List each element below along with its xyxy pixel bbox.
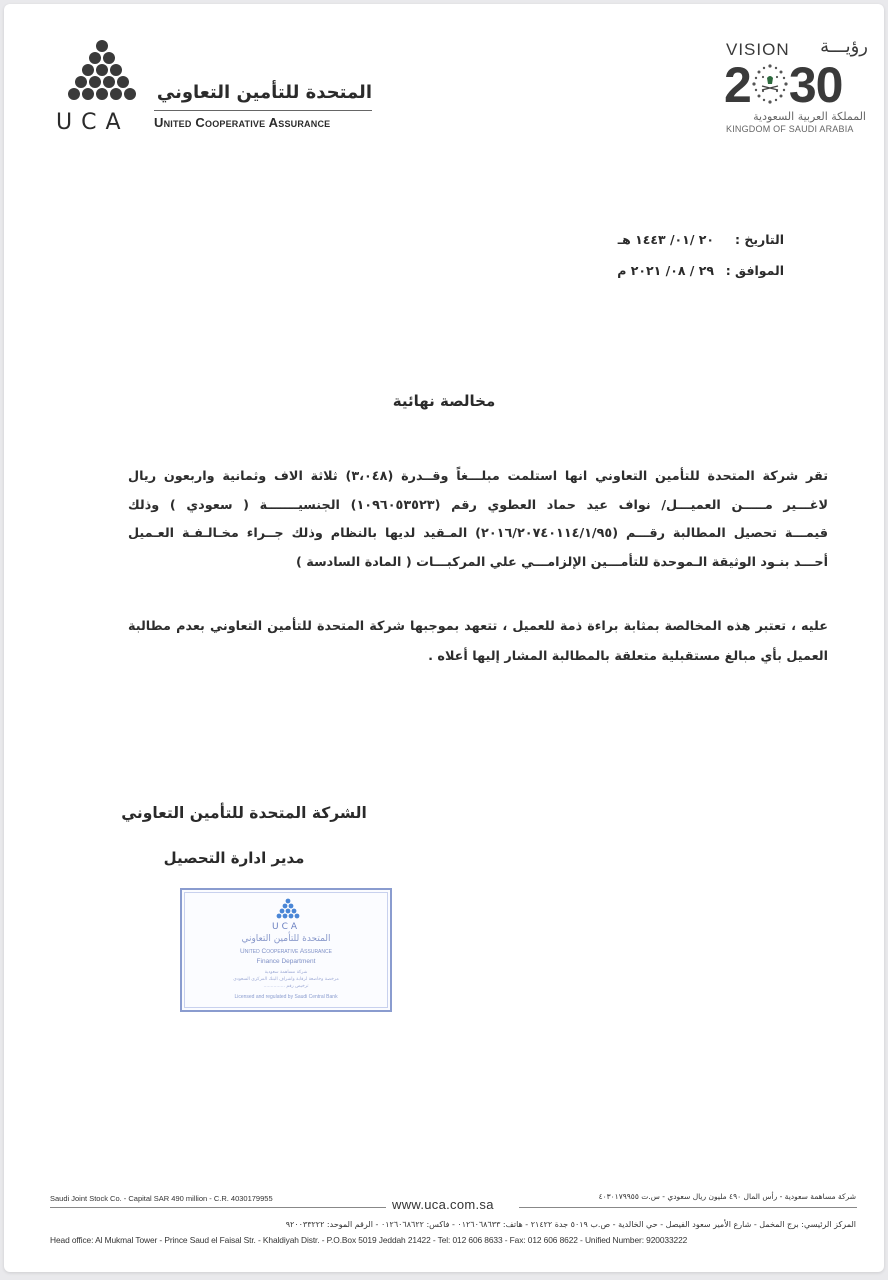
paragraph-line: العميل بأي مبالغ مستقبلية متعلقة بالمطالبة المشار إليها أعلاه .	[428, 649, 828, 664]
stamp-small-line: ترخيص رقم ...............	[263, 984, 309, 989]
stamp-letters: UCA	[271, 922, 301, 932]
gregorian-date-row	[617, 263, 784, 278]
signature-position: مدير ادارة التحصيل	[163, 849, 305, 867]
footer-divider-left	[50, 1207, 386, 1208]
vision-country-english: KINGDOM OF SAUDI ARABIA	[726, 124, 854, 134]
vision-label-arabic: رؤيـــة	[820, 36, 868, 57]
hijri-date-row	[618, 232, 784, 247]
hijri-date-label: التاريخ :	[734, 232, 784, 247]
stamp-department: Finance Department	[256, 958, 316, 965]
uca-diamond-pyramid-icon	[62, 38, 142, 108]
stamp-name-arabic: المتحدة للتأمين التعاوني	[241, 934, 331, 944]
stamp-name-english: United Cooperative Assurance	[240, 948, 332, 955]
company-stamp	[180, 888, 392, 1012]
footer-website-link[interactable]: www.uca.com.sa	[392, 1197, 494, 1212]
paragraph-line: عليه ، تعتبر هذه المخالصة بمثابة براءة ذمة للعميل ، تتعهد بموجبها شركة المتحدة للتأمين التعاوني بعدم مطالبة	[128, 619, 828, 634]
paragraph-receipt	[128, 463, 828, 577]
gregorian-date-value: ٢٩ / ٠٨/ ٢٠٢١ م	[617, 263, 714, 278]
footer-legal-english: Saudi Joint Stock Co. - Capital SAR 490 million - C.R. 4030179955	[50, 1194, 273, 1203]
saudi-emblem-icon	[750, 62, 790, 106]
footer-legal-arabic: شركة مساهمة سعودية - رأس المال ٤٩٠ مليون ريال سعودي - س.ت ٤٠٣٠١٧٩٩٥٥	[598, 1192, 856, 1201]
stamp-small-line: مرخصة وخاضعة لرقابة واشراف البنك المركزي السعودي	[233, 977, 339, 982]
stamp-pyramid-icon	[274, 898, 302, 922]
stamp-footer: Licensed and regulated by Saudi Central Bank	[234, 994, 338, 1000]
vision-year-right: 30	[788, 57, 843, 113]
paragraph-line: قيمـــة تحصيل المطالبة رقـــم (٢٠١٦/٢٠٧٤٠١١٤/١/٩٥) المـقيد لديها بالنظام وذلك جــراء مخـالـفـة العـميل	[128, 526, 828, 541]
footer-address-english: Head office: Al Mukmal Tower - Prince Saud el Faisal Str. - Khaldiyah Distr. - P.O.Box 5019 Jeddah 21422 - Tel: 012 606 8633 - Fax: 012 606 8622 - Unified Number: 920033222	[50, 1235, 688, 1245]
company-logo	[54, 38, 384, 138]
document-page	[4, 4, 884, 1272]
paragraph-clearance	[128, 612, 828, 672]
vision-year-left: 2	[724, 57, 751, 113]
logo-letters: UCA	[56, 110, 130, 135]
document-title: مخالصة نهائية	[392, 392, 496, 410]
paragraph-line: لاغـــير مـــــن العميـــل/ نواف عيد حماد العطوي رقم (١٠٩٦٠٥٣٥٢٣) الجنسيـــــــة ( سعودي ) وذلك	[128, 497, 828, 513]
signature-company: الشركة المتحدة للتأمين التعاوني	[121, 804, 367, 822]
paragraph-line: تقر شركة المتحدة للتأمين التعاوني انها استلمت مبلـــغاً وقــدرة (٣،٠٤٨) ثلاثة الاف وثمانية واربعون ريال	[128, 469, 828, 484]
paragraph-line: أحـــد بنـود الوثيقة الـموحدة للتأمـــين الإلزامـــي علي المركبـــات ( المادة السادسة )	[296, 554, 828, 570]
gregorian-date-label: الموافق :	[725, 263, 784, 278]
footer-address-arabic: المركز الرئيسي: برج المخمل - شارع الأمير سعود الفيصل - حي الخالدية - ص.ب ٥٠١٩ جدة ٢١٤٢٢ - هاتف: ٠١٢٦٠٦٨٦٣٣ - فاكس: ٠١٢٦٠٦٨٦٢٢ - الرقم الموحد: ٩٢٠٠٣٣٢٢٢	[285, 1220, 856, 1229]
hijri-date-value: ٢٠ /٠١/ ١٤٤٣ هـ	[617, 232, 714, 247]
logo-divider	[154, 110, 372, 111]
logo-name-arabic: المتحدة للتأمين التعاوني	[156, 82, 372, 103]
vision-2030-logo	[718, 38, 868, 138]
logo-name-english: United Cooperative Assurance	[154, 115, 331, 130]
footer-divider-right	[519, 1207, 857, 1208]
vision-country-arabic: المملكة العربية السعودية	[753, 110, 866, 123]
stamp-small-line: شركة مساهمة سعودية	[264, 970, 308, 975]
vision-label: VISION	[726, 40, 790, 59]
